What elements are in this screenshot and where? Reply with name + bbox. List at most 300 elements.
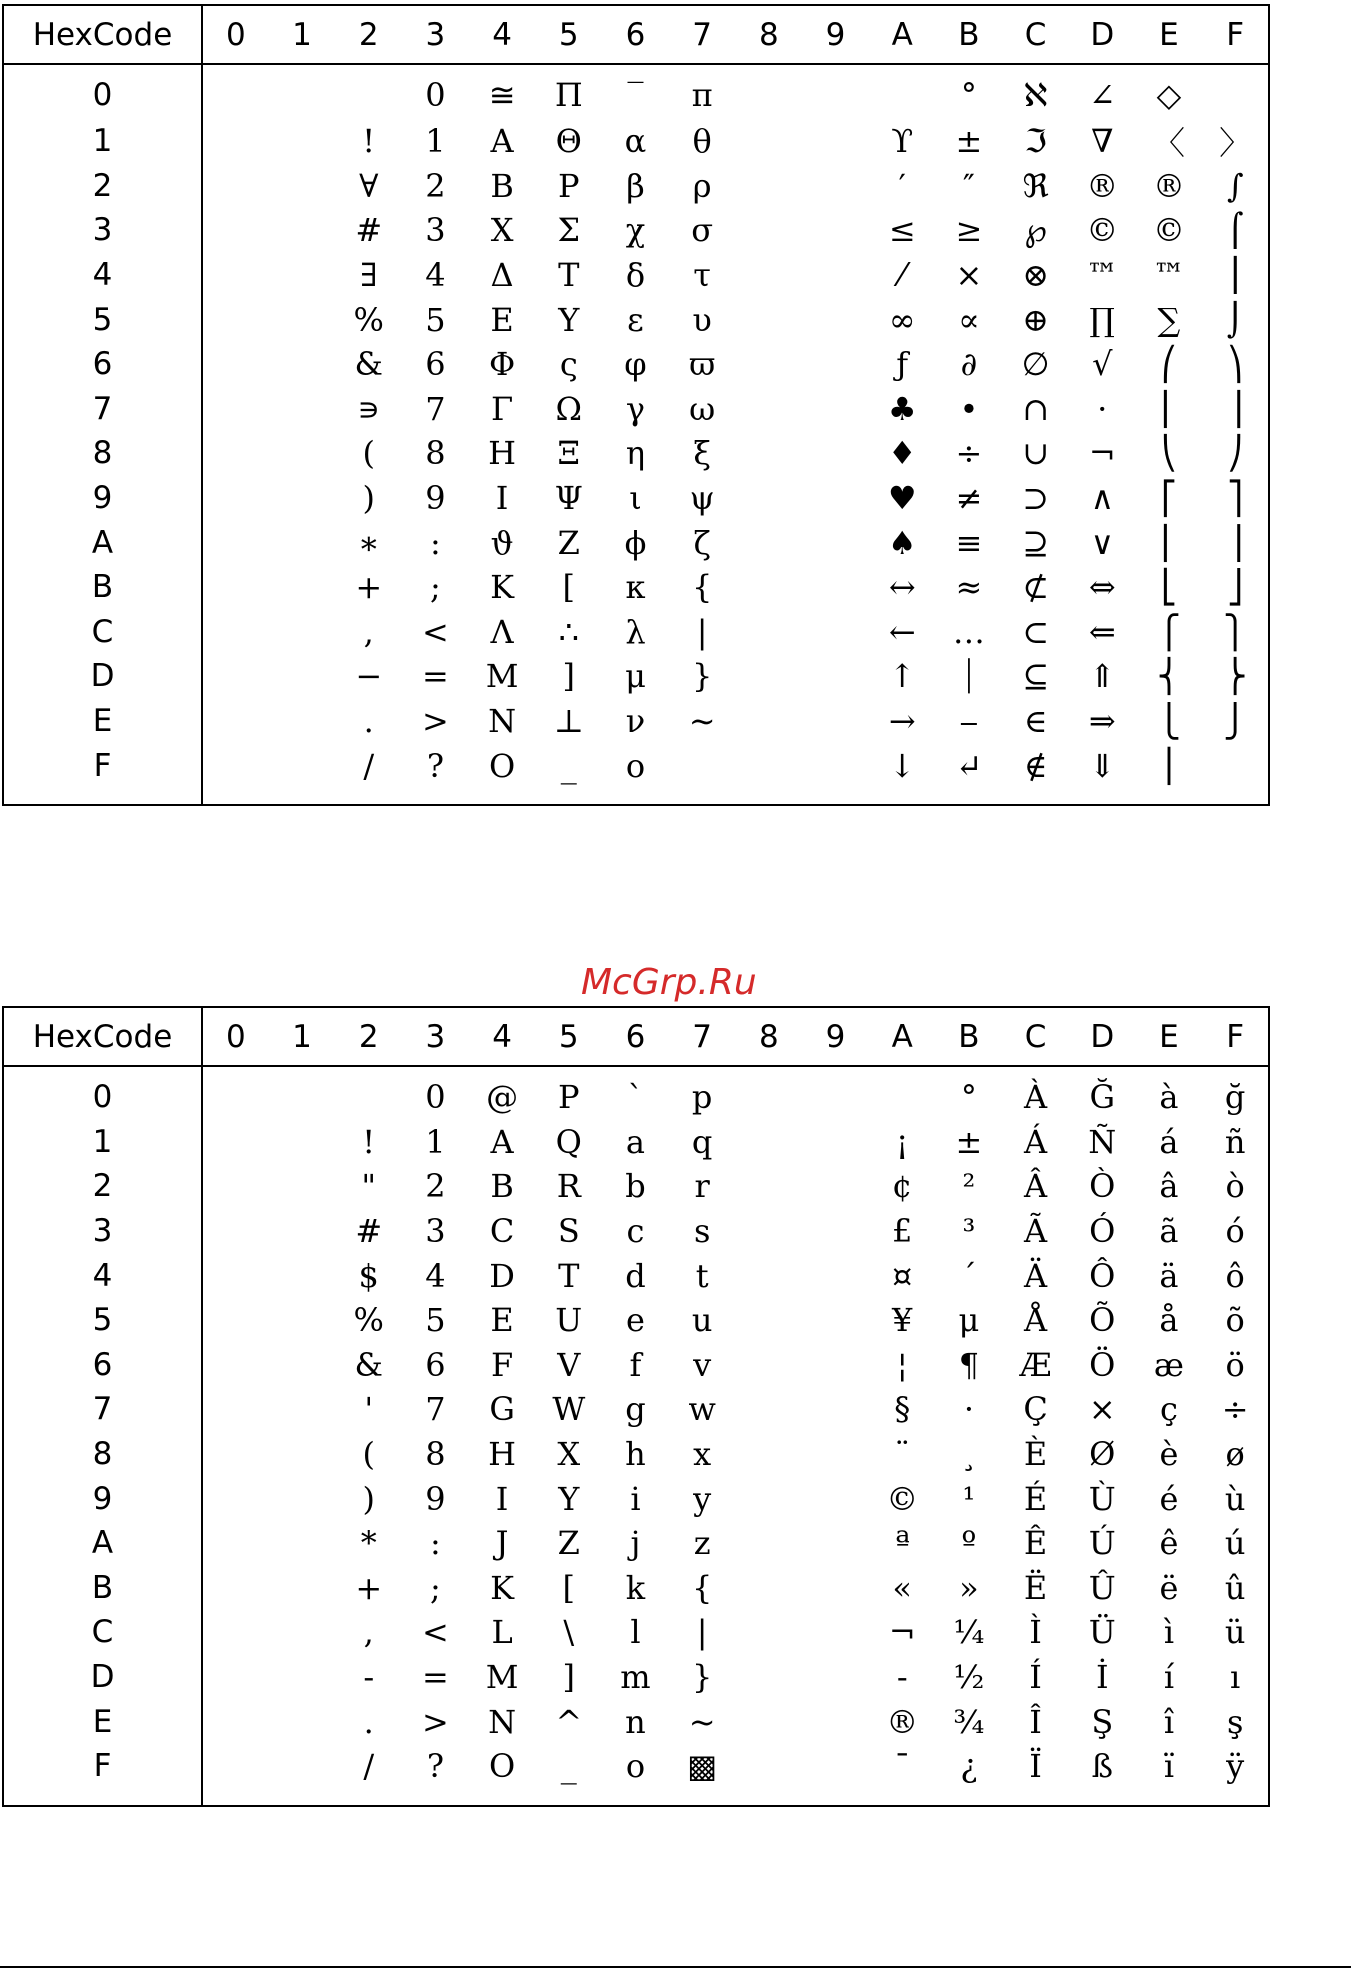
char-cell: σ (691, 211, 714, 250)
char-cell: 〉 (1202, 118, 1269, 164)
char-cell (269, 118, 336, 164)
char-cell: ∠ (1088, 76, 1116, 115)
char-cell: r (694, 1167, 710, 1206)
spacer-cell (269, 64, 336, 73)
spacer-cell (535, 64, 602, 73)
column-header: A (869, 1007, 936, 1066)
char-cell: ℵ (1023, 76, 1048, 115)
char-cell: « (892, 1568, 912, 1607)
char-cell (202, 1521, 269, 1566)
column-header: 1 (269, 1007, 336, 1066)
char-cell (269, 1744, 336, 1789)
char-cell: − (355, 657, 383, 696)
char-cell: F (490, 1345, 514, 1384)
char-cell: ⎟ (1202, 387, 1269, 432)
table-row (3, 164, 1269, 209)
char-cell: § (894, 1390, 911, 1429)
char-cell: h (625, 1435, 646, 1474)
char-cell: E (490, 1301, 514, 1340)
char-cell (736, 1298, 803, 1343)
char-cell (669, 743, 736, 788)
char-cell (269, 1343, 336, 1388)
char-cell: ⎤ (1202, 476, 1269, 521)
char-cell: 4 (425, 1256, 446, 1295)
bottom-rule (0, 1966, 1351, 1968)
char-cell: 3 (425, 211, 446, 250)
char-cell: ∂ (960, 345, 978, 384)
char-cell: ℜ (1022, 166, 1049, 205)
char-cell: Ñ (1088, 1122, 1117, 1161)
char-cell (802, 253, 869, 298)
spacer-cell (1069, 1789, 1136, 1806)
char-cell: D (489, 1256, 515, 1295)
char-cell (802, 73, 869, 118)
char-cell: ä (1159, 1256, 1179, 1295)
char-cell: Æ (1019, 1345, 1052, 1384)
char-cell (202, 253, 269, 298)
spacer-cell (936, 64, 1003, 73)
char-cell (269, 1521, 336, 1566)
char-cell: … (952, 612, 985, 651)
char-cell (269, 1655, 336, 1700)
char-cell: ⊄ (1022, 568, 1049, 607)
table-row (3, 654, 1269, 699)
char-cell: Ä (1024, 1256, 1048, 1295)
char-cell: + (355, 568, 383, 607)
table-row (3, 387, 1269, 432)
char-cell: ◇ (1156, 76, 1182, 115)
char-cell: ¬ (888, 1613, 916, 1652)
char-cell: ∇ (1091, 121, 1114, 160)
row-label: C (3, 1610, 202, 1655)
char-cell: ` (627, 1078, 644, 1117)
char-cell (269, 387, 336, 432)
char-cell: Â (1024, 1167, 1048, 1206)
spacer-row (3, 1789, 1269, 1806)
column-header: 5 (535, 5, 602, 64)
char-cell: } (691, 657, 713, 696)
table-row (3, 1432, 1269, 1477)
char-cell: ³ (962, 1212, 976, 1251)
char-cell (802, 1699, 869, 1744)
char-cell: & (354, 1345, 383, 1384)
char-cell: ⊂ (1022, 612, 1049, 651)
row-label: 2 (3, 164, 202, 209)
char-cell (869, 1075, 936, 1120)
char-cell: ∧ (1090, 479, 1114, 518)
char-cell: - (896, 1658, 908, 1697)
char-cell: X (557, 1435, 581, 1474)
char-cell: Í (1029, 1658, 1042, 1697)
char-cell: < (422, 612, 449, 651)
row-label: 3 (3, 208, 202, 253)
char-cell: Ê (1023, 1524, 1048, 1563)
char-cell: â (1159, 1167, 1179, 1206)
char-cell (269, 1432, 336, 1477)
spacer-cell (1002, 1789, 1069, 1806)
char-cell (269, 1075, 336, 1120)
char-cell: ⎦ (1202, 565, 1269, 610)
char-cell: → (888, 702, 916, 741)
char-cell: , (363, 612, 374, 651)
char-cell: = (422, 657, 449, 696)
table-row (3, 1253, 1269, 1298)
char-cell: 9 (425, 479, 446, 518)
char-cell: ò (1202, 1164, 1269, 1209)
char-cell (269, 208, 336, 253)
char-cell: ® (886, 1702, 919, 1741)
row-label: 1 (3, 1120, 202, 1165)
char-cell: 2 (425, 166, 446, 205)
char-cell: ⎥ (1202, 520, 1269, 565)
spacer-cell (3, 788, 202, 805)
char-cell (736, 1387, 803, 1432)
spacer-cell (1136, 64, 1203, 73)
char-cell (269, 1253, 336, 1298)
char-cell: ↔ (888, 568, 916, 607)
spacer-cell (1069, 64, 1136, 73)
column-header: 6 (602, 1007, 669, 1066)
char-cell (736, 1253, 803, 1298)
char-cell: ¯ (894, 1747, 911, 1786)
char-cell: ϕ (624, 523, 647, 562)
char-cell: ÷ (1202, 1387, 1269, 1432)
char-cell: z (693, 1524, 711, 1563)
char-cell: ≠ (955, 479, 983, 518)
char-cell (736, 1075, 803, 1120)
column-header: C (1002, 5, 1069, 64)
spacer-cell (802, 1789, 869, 1806)
char-cell: 1 (425, 1122, 446, 1161)
char-cell: ⊇ (1022, 523, 1049, 562)
char-cell: Q (555, 1122, 582, 1161)
char-cell (202, 1699, 269, 1744)
char-cell: ⇑ (1088, 657, 1116, 696)
row-label: 5 (3, 297, 202, 342)
char-cell: í (1163, 1658, 1175, 1697)
char-cell: 6 (425, 1345, 446, 1384)
spacer-cell (1202, 1789, 1269, 1806)
spacer-cell (402, 788, 469, 805)
char-cell (802, 654, 869, 699)
spacer-cell (936, 1066, 1003, 1075)
spacer-row (3, 64, 1269, 73)
char-cell (736, 253, 803, 298)
column-header: 3 (402, 5, 469, 64)
char-cell: ƒ (896, 345, 909, 384)
char-cell: ö (1202, 1343, 1269, 1388)
char-cell: ¡ (895, 1122, 909, 1161)
char-cell: % (353, 300, 384, 339)
char-cell: ğ (1202, 1075, 1269, 1120)
char-cell (269, 743, 336, 788)
char-cell (736, 1521, 803, 1566)
spacer-cell (402, 1066, 469, 1075)
char-cell: t (695, 1256, 709, 1295)
spacer-cell (269, 1789, 336, 1806)
table-row (3, 699, 1269, 744)
char-cell (802, 1343, 869, 1388)
char-cell: ç (1160, 1390, 1178, 1429)
spacer-cell (1002, 788, 1069, 805)
table-header-row (3, 1007, 1269, 1066)
char-cell: ≡ (955, 523, 983, 562)
char-cell: ∍ (357, 389, 381, 428)
char-cell: ß (1091, 1747, 1113, 1786)
spacer-cell (335, 1789, 402, 1806)
spacer-cell (269, 1066, 336, 1075)
char-cell: ∫ (1202, 164, 1269, 209)
table-row (3, 1476, 1269, 1521)
char-cell: 6 (425, 345, 446, 384)
char-cell: ° (960, 1078, 977, 1117)
char-cell: T (558, 1256, 580, 1295)
char-cell: ã (1159, 1212, 1179, 1251)
table-row (3, 297, 1269, 342)
char-cell: < (422, 1613, 449, 1652)
char-cell (736, 1343, 803, 1388)
char-cell: ¬ (1088, 434, 1116, 473)
char-cell: æ (1153, 1345, 1184, 1384)
char-cell (736, 164, 803, 209)
column-header: F (1202, 5, 1269, 64)
char-cell (202, 1610, 269, 1655)
table-row (3, 1164, 1269, 1209)
char-cell (202, 1298, 269, 1343)
char-cell (269, 565, 336, 610)
char-cell: ϒ (891, 121, 914, 160)
spacer-cell (335, 788, 402, 805)
char-cell: ´ (960, 1256, 977, 1295)
char-cell: | (696, 612, 708, 651)
char-cell: β (626, 166, 645, 205)
char-cell (269, 1699, 336, 1744)
char-cell (802, 1120, 869, 1165)
row-label: 0 (3, 1075, 202, 1120)
char-cell: ÿ (1202, 1744, 1269, 1789)
spacer-cell (869, 1789, 936, 1806)
char-cell: q (691, 1122, 713, 1161)
char-cell: ¢ (892, 1167, 913, 1206)
char-cell: ⎯ (960, 701, 977, 740)
char-cell: Ψ (554, 479, 583, 518)
char-cell: ξ (693, 434, 711, 473)
spacer-cell (1202, 64, 1269, 73)
row-label: 9 (3, 1476, 202, 1521)
char-cell: ⎞ (1202, 342, 1269, 387)
char-cell (736, 297, 803, 342)
char-cell: ¶ (958, 1345, 980, 1384)
char-cell (736, 699, 803, 744)
char-cell (269, 610, 336, 655)
char-cell (736, 431, 803, 476)
char-cell: 0 (425, 76, 446, 115)
char-cell (269, 654, 336, 699)
char-cell (269, 1164, 336, 1209)
char-cell: √ (1092, 345, 1113, 384)
char-cell: ⇓ (1088, 746, 1116, 785)
spacer-cell (469, 1066, 536, 1075)
char-cell: î (1163, 1702, 1175, 1741)
char-cell: ; (430, 568, 441, 607)
char-cell: m (620, 1658, 651, 1697)
spacer-cell (1069, 788, 1136, 805)
char-cell: ϖ (689, 345, 716, 384)
char-cell: ψ (689, 479, 715, 518)
char-cell: à (1159, 1078, 1179, 1117)
char-cell: ♠ (887, 523, 917, 562)
char-cell: ≥ (955, 211, 983, 250)
char-cell: ⊆ (1022, 657, 1049, 696)
row-label: 7 (3, 387, 202, 432)
spacer-cell (202, 1066, 269, 1075)
char-cell (802, 699, 869, 744)
char-cell: e (626, 1301, 645, 1340)
char-cell: × (1088, 1390, 1116, 1429)
char-cell: Π (554, 76, 583, 115)
char-cell: [ (562, 568, 576, 607)
char-cell (802, 297, 869, 342)
row-label: 6 (3, 342, 202, 387)
spacer-cell (1069, 1066, 1136, 1075)
char-cell: ↑ (888, 657, 916, 696)
spacer-cell (3, 1066, 202, 1075)
char-cell: ≈ (955, 568, 983, 607)
spacer-cell (469, 64, 536, 73)
char-cell: ı (1202, 1655, 1269, 1700)
char-cell: ⎛ (1160, 345, 1177, 384)
char-cell (802, 208, 869, 253)
char-cell (736, 73, 803, 118)
char-cell: ⎝ (1160, 434, 1177, 473)
spacer-cell (869, 788, 936, 805)
spacer-cell (335, 1066, 402, 1075)
char-cell (269, 1566, 336, 1611)
char-cell: Κ (490, 568, 515, 607)
char-cell: ù (1202, 1476, 1269, 1521)
char-cell: λ (625, 612, 646, 651)
char-cell: Ç (1023, 1390, 1048, 1429)
char-cell: Ü (1088, 1613, 1116, 1652)
char-cell: . (363, 1702, 374, 1741)
char-cell: ( (362, 434, 375, 473)
char-cell: Φ (488, 345, 516, 384)
char-cell: ∞ (888, 300, 916, 339)
latin-charset-body (3, 1066, 1269, 1806)
char-cell: ş (1202, 1699, 1269, 1744)
char-cell: Î (1029, 1702, 1042, 1741)
table-row (3, 476, 1269, 521)
char-cell (269, 1209, 336, 1254)
char-cell: Ë (1023, 1568, 1048, 1607)
spacer-cell (402, 64, 469, 73)
char-cell: © (886, 1479, 919, 1518)
row-label: A (3, 520, 202, 565)
char-cell: L (491, 1613, 513, 1652)
char-cell: Β (490, 166, 514, 205)
char-cell: ⊕ (1022, 300, 1049, 339)
char-cell: ⎬ (1202, 654, 1269, 699)
char-cell: K (490, 1568, 515, 1607)
spacer-cell (1002, 1066, 1069, 1075)
char-cell (802, 1476, 869, 1521)
table-row (3, 1120, 1269, 1165)
char-cell: @ (486, 1078, 519, 1117)
char-cell: ( (362, 1435, 375, 1474)
char-cell: ς (559, 345, 578, 384)
char-cell: Ο (488, 746, 516, 785)
char-cell: s (693, 1212, 711, 1251)
char-cell: ¼ (953, 1613, 985, 1652)
char-cell: ∪ (1022, 434, 1049, 473)
spacer-cell (936, 788, 1003, 805)
spacer-cell (535, 788, 602, 805)
char-cell: & (354, 345, 383, 384)
char-cell (202, 654, 269, 699)
char-cell: ' (364, 1390, 374, 1429)
char-cell (202, 1432, 269, 1477)
char-cell: ] (562, 657, 576, 696)
char-cell: ¹ (962, 1479, 976, 1518)
char-cell: H (488, 1435, 517, 1474)
char-cell: ⇔ (1088, 568, 1116, 607)
char-cell (202, 1566, 269, 1611)
row-label: 4 (3, 1253, 202, 1298)
char-cell: Α (490, 121, 514, 160)
spacer-cell (535, 1789, 602, 1806)
char-cell: ⎠ (1202, 431, 1269, 476)
char-cell: b (625, 1167, 646, 1206)
row-label: 2 (3, 1164, 202, 1209)
char-cell (802, 387, 869, 432)
row-label: B (3, 565, 202, 610)
char-cell (202, 1164, 269, 1209)
char-cell: > (422, 702, 449, 741)
char-cell (802, 1566, 869, 1611)
hexcode-header: HexCode (3, 1007, 202, 1066)
spacer-cell (736, 1066, 803, 1075)
char-cell: ↓ (888, 746, 916, 785)
char-cell: Ζ (557, 523, 580, 562)
row-label: C (3, 610, 202, 655)
spacer-cell (202, 788, 269, 805)
char-cell: ϑ (490, 523, 514, 562)
char-cell (736, 342, 803, 387)
spacer-cell (802, 1066, 869, 1075)
spacer-cell (202, 1789, 269, 1806)
char-cell: 7 (425, 389, 446, 428)
char-cell (202, 476, 269, 521)
char-cell: ⎫ (1202, 610, 1269, 655)
char-cell: ζ (693, 523, 711, 562)
char-cell: ) (362, 479, 375, 518)
char-cell: ∃ (360, 256, 378, 295)
char-cell: S (557, 1212, 580, 1251)
char-cell (736, 1209, 803, 1254)
char-cell: ο (625, 746, 646, 785)
char-cell: ¤ (892, 1256, 913, 1295)
char-cell: Õ (1089, 1301, 1116, 1340)
spacer-cell (1202, 1066, 1269, 1075)
char-cell: È (1023, 1435, 1048, 1474)
char-cell: U (555, 1301, 583, 1340)
table-row (3, 1610, 1269, 1655)
spacer-cell (1136, 788, 1203, 805)
char-cell: χ (625, 211, 646, 250)
char-cell: õ (1202, 1298, 1269, 1343)
char-cell: ℑ (1024, 121, 1047, 160)
char-cell (802, 1387, 869, 1432)
